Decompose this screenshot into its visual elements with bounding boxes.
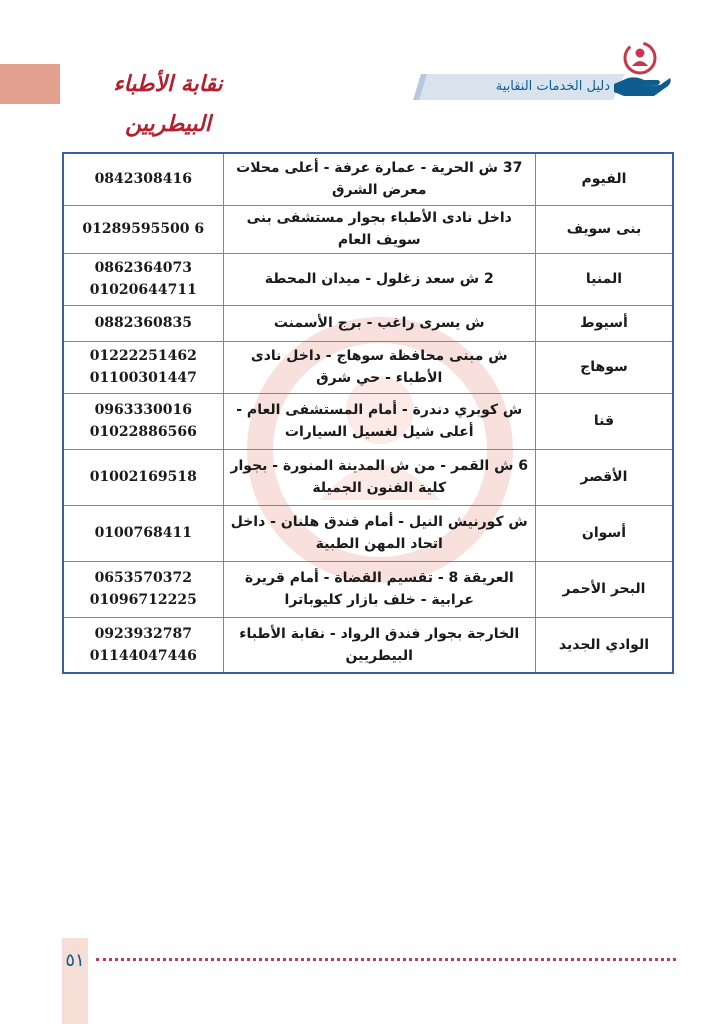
phone-number: 0842308416 — [94, 171, 192, 188]
table-row — [63, 341, 673, 393]
address-cell: ش كورنيش النيل - أمام فندق هلنان - داخل اتحاد المهن الطبية — [223, 505, 535, 561]
phone-number: 0963330016 — [94, 402, 192, 418]
address-cell: 6 ش القمر - من ش المدينة المنورة - بجوار كلية الفنون الجميلة — [223, 449, 535, 505]
table-row — [63, 205, 673, 253]
phone-number: 0862364073 — [94, 260, 192, 276]
address-cell: الخارجة بجوار فندق الرواد - نقابة الأطباء البيطريين — [223, 617, 535, 673]
governorate-cell: البحر الأحمر — [535, 561, 673, 617]
address-cell: ش يسرى راغب - برج الأسمنت — [223, 305, 535, 341]
phone-cell — [63, 393, 223, 449]
table-row — [63, 253, 673, 305]
address-cell: العريقة 8 - تقسيم القضاة - أمام قريرة عرابية - خلف بازار كليوباترا — [223, 561, 535, 617]
phone-cell — [63, 253, 223, 305]
address-cell: 37 ش الحرية - عمارة عرفة - أعلى محلات معرض الشرق — [223, 153, 535, 205]
phone-number: 01020644711 — [89, 282, 197, 298]
branches-table — [62, 152, 674, 674]
phone-cell — [63, 305, 223, 341]
governorate-cell: الفيوم — [535, 153, 673, 205]
footer-dotted-line — [96, 958, 676, 965]
phone-cell — [63, 561, 223, 617]
phone-number: 0653570372 — [94, 570, 192, 586]
guide-title: دليل الخدمات النقابية — [495, 79, 610, 94]
address-cell: ش مبنى محافظة سوهاج - داخل نادى الأطباء - حي شرق — [223, 341, 535, 393]
table-row — [63, 505, 673, 561]
phone-number: 0882360835 — [94, 315, 192, 331]
phone-cell — [63, 341, 223, 393]
address-cell: داخل نادى الأطباء بجوار مستشفى بنى سويف العام — [223, 205, 535, 253]
governorate-cell: أسوان — [535, 505, 673, 561]
table-row — [63, 393, 673, 449]
phone-number: 0923932787 — [94, 625, 192, 642]
phone-cell — [63, 617, 223, 673]
syndicate-logo: نقابة الأطباء البيطريين — [113, 71, 223, 137]
governorate-cell: سوهاج — [535, 341, 673, 393]
phone-cell — [63, 449, 223, 505]
phone-number: 01002169518 — [89, 469, 197, 485]
phone-cell — [63, 505, 223, 561]
governorate-cell: قنا — [535, 393, 673, 449]
governorate-cell: الوادي الجديد — [535, 617, 673, 673]
governorate-cell: الأقصر — [535, 449, 673, 505]
phone-number: 0100768411 — [94, 525, 192, 541]
address-cell: 2 ش سعد زغلول - ميدان المحطة — [223, 253, 535, 305]
governorate-cell: المنيا — [535, 253, 673, 305]
table-row — [63, 561, 673, 617]
phone-number: 01222251462 — [89, 348, 197, 364]
table-row — [63, 449, 673, 505]
page-number: ٥١ — [65, 950, 85, 971]
phone-cell — [63, 153, 223, 205]
address-cell: ش كوبري دندرة - أمام المستشفى العام - أعلى شيل لغسيل السيارات — [223, 393, 535, 449]
phone-number: 01144047446 — [89, 647, 197, 664]
phone-number: 01100301447 — [89, 370, 197, 386]
phone-number: 01289595500 6 — [82, 221, 205, 237]
phone-number: 01096712225 — [89, 592, 197, 608]
hand-person-icon — [610, 38, 672, 100]
governorate-cell: أسيوط — [535, 305, 673, 341]
table-row — [63, 305, 673, 341]
header-accent-bar — [0, 64, 60, 104]
table-row — [63, 153, 673, 205]
governorate-cell: بنى سويف — [535, 205, 673, 253]
phone-cell — [63, 205, 223, 253]
phone-number: 01022886566 — [89, 424, 197, 440]
table-row — [63, 617, 673, 673]
